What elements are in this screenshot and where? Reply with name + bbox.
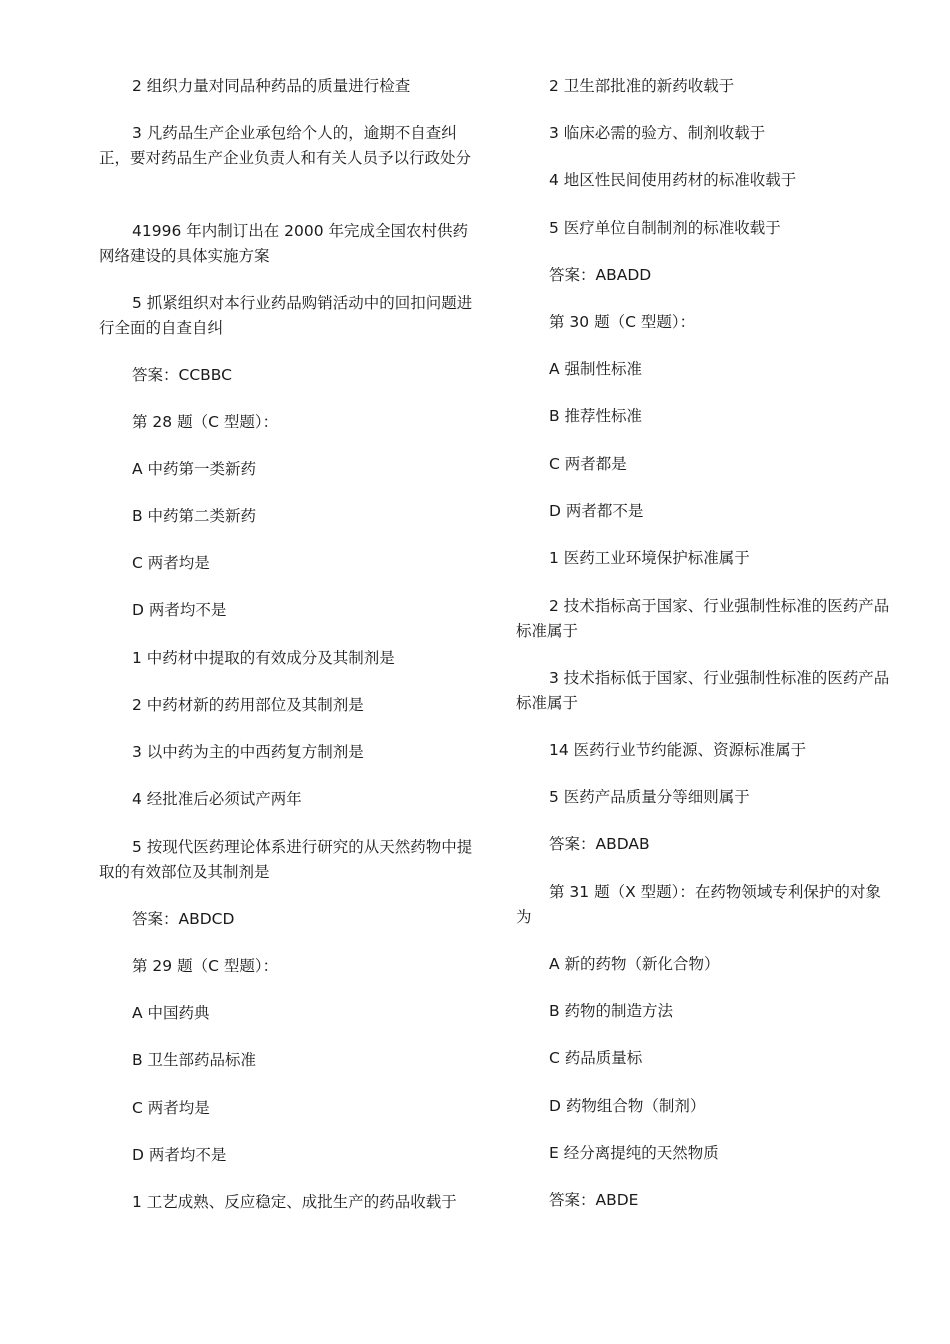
paragraph: 2 中药材新的药用部位及其制剂是	[132, 696, 364, 714]
paragraph: 3 临床必需的验方、制剂收载于	[549, 124, 766, 142]
answer-line: 答案：ABADD	[549, 266, 652, 284]
option-item: D 两者均不是	[132, 1146, 227, 1164]
paragraph: 1 医药工业环境保护标准属于	[549, 549, 750, 567]
option-item: D 药物组合物（制剂）	[549, 1097, 706, 1115]
paragraph: 5 抓紧组织对本行业药品购销活动中的回扣问题进行全面的自查自纠	[99, 294, 473, 337]
option-item: C 药品质量标	[549, 1049, 643, 1067]
answer-line: 答案：ABDCD	[132, 910, 235, 928]
question-heading: 第 31 题（X 型题）：在药物领域专利保护的对象为	[516, 883, 881, 926]
option-item: A 中药第一类新药	[132, 460, 257, 478]
answer-line: 答案：CCBBC	[132, 366, 232, 384]
option-item: C 两者都是	[549, 455, 627, 473]
paragraph: 2 卫生部批准的新药收载于	[549, 77, 735, 95]
question-heading: 第 29 题（C 型题）：	[132, 957, 279, 975]
option-item: A 新的药物（新化合物）	[549, 955, 720, 973]
option-item: C 两者均是	[132, 1099, 210, 1117]
paragraph: 4 经批准后必须试产两年	[132, 790, 302, 808]
question-heading: 第 28 题（C 型题）：	[132, 413, 279, 431]
answer-line: 答案：ABDE	[549, 1191, 639, 1209]
paragraph: 4 地区性民间使用药材的标准收载于	[549, 171, 797, 189]
paragraph: 5 按现代医药理论体系进行研究的从天然药物中提取的有效部位及其制剂是	[99, 838, 473, 881]
answer-line: 答案：ABDAB	[549, 835, 650, 853]
paragraph: 5 医疗单位自制制剂的标准收载于	[549, 219, 781, 237]
option-item: B 卫生部药品标准	[132, 1051, 257, 1069]
option-item: B 中药第二类新药	[132, 507, 257, 525]
paragraph: 3 凡药品生产企业承包给个人的，逾期不自查纠正，要对药品生产企业负责人和有关人员予以行政处分	[99, 124, 472, 167]
paragraph: 3 技术指标低于国家、行业强制性标准的医药产品标准属于	[516, 669, 890, 712]
option-item: D 两者都不是	[549, 502, 644, 520]
paragraph: 41996 年内制订出在 2000 年完成全国农村供药网络建设的具体实施方案	[99, 222, 469, 265]
question-heading: 第 30 题（C 型题）：	[549, 313, 696, 331]
paragraph: 3 以中药为主的中西药复方制剂是	[132, 743, 364, 761]
paragraph: 5 医药产品质量分等细则属于	[549, 788, 750, 806]
option-item: A 强制性标准	[549, 360, 643, 378]
paragraph: 2 技术指标高于国家、行业强制性标准的医药产品标准属于	[516, 597, 890, 640]
option-item: A 中国药典	[132, 1004, 210, 1022]
paragraph: 2 组织力量对同品种药品的质量进行检查	[132, 77, 411, 95]
option-item: D 两者均不是	[132, 601, 227, 619]
option-item: B 药物的制造方法	[549, 1002, 674, 1020]
option-item: E 经分离提纯的天然物质	[549, 1144, 719, 1162]
paragraph: 1 工艺成熟、反应稳定、成批生产的药品收载于	[132, 1193, 457, 1211]
option-item: B 推荐性标准	[549, 407, 643, 425]
paragraph: 14 医药行业节约能源、资源标准属于	[549, 741, 807, 759]
option-item: C 两者均是	[132, 554, 210, 572]
paragraph: 1 中药材中提取的有效成分及其制剂是	[132, 649, 395, 667]
